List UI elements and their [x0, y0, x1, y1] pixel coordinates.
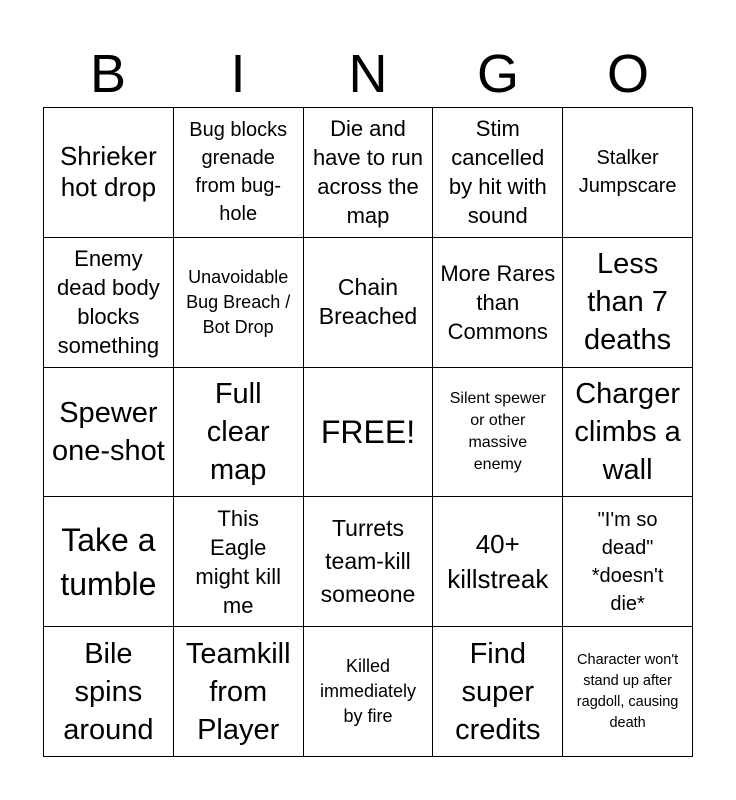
cell-text: Teamkill from Player	[185, 637, 291, 746]
bingo-cell[interactable]	[44, 238, 174, 368]
bingo-cell[interactable]	[174, 108, 304, 238]
cell-text: Stim cancelled by hit with sound	[448, 116, 547, 229]
bingo-cell[interactable]	[563, 368, 693, 498]
cell-text: Charger climbs a wall	[574, 377, 681, 486]
bingo-cell[interactable]	[433, 108, 563, 238]
header-letter-n: N	[348, 44, 388, 104]
bingo-cell[interactable]	[174, 497, 304, 627]
bingo-cell[interactable]	[563, 497, 693, 627]
bingo-cell[interactable]	[304, 497, 434, 627]
bingo-cell[interactable]	[304, 627, 434, 757]
bingo-cell[interactable]	[304, 108, 434, 238]
bingo-cell[interactable]	[174, 238, 304, 368]
cell-text: Shrieker hot drop	[59, 141, 157, 203]
cell-text: Less than 7 deaths	[584, 248, 672, 357]
free-space[interactable]	[304, 368, 434, 498]
cell-text: Stalker Jumpscare	[578, 147, 677, 198]
cell-text: Chain Breached	[318, 274, 418, 330]
bingo-cell[interactable]	[44, 108, 174, 238]
cell-text: Find super credits	[455, 637, 541, 746]
bingo-cell[interactable]	[563, 238, 693, 368]
bingo-cell[interactable]	[563, 627, 693, 757]
bingo-cell[interactable]	[563, 108, 693, 238]
bingo-cell[interactable]	[44, 497, 174, 627]
bingo-cell[interactable]	[174, 627, 304, 757]
bingo-cell[interactable]	[433, 238, 563, 368]
cell-text: Die and have to run across the map	[312, 116, 424, 229]
cell-text: This Eagle might kill me	[195, 505, 281, 618]
bingo-cell[interactable]	[44, 627, 174, 757]
bingo-cell[interactable]	[44, 368, 174, 498]
cell-text: Killed immediately by fire	[319, 656, 416, 727]
bingo-cell[interactable]	[433, 497, 563, 627]
free-space-text: FREE!	[320, 413, 416, 450]
cell-text: Silent spewer or other massive enemy	[449, 389, 546, 473]
bingo-board	[43, 107, 693, 757]
header-letter-i: I	[230, 44, 246, 104]
cell-text: Unavoidable Bug Breach / Bot Drop	[186, 266, 291, 337]
bingo-cell[interactable]	[304, 238, 434, 368]
cell-text: Turrets team-kill someone	[320, 515, 416, 608]
cell-text: Bile spins around	[63, 637, 154, 746]
cell-text: Enemy dead body blocks something	[57, 246, 160, 359]
header-letter-b: B	[89, 44, 127, 104]
bingo-header	[43, 40, 693, 108]
cell-text: 40+ killstreak	[447, 528, 549, 594]
bingo-cell[interactable]	[174, 368, 304, 498]
cell-text: Full clear map	[206, 377, 270, 486]
header-letter-g: G	[476, 44, 519, 104]
bingo-cell[interactable]	[433, 627, 563, 757]
cell-text: Character won't stand up after ragdoll, causing death	[576, 651, 679, 731]
cell-text: More Rares than Commons	[440, 260, 556, 344]
cell-text: Take a tumble	[60, 521, 157, 602]
header-letter-o: O	[606, 44, 649, 104]
cell-text: Spewer one-shot	[51, 396, 165, 467]
bingo-cell[interactable]	[433, 368, 563, 498]
cell-text: Bug blocks grenade from bug-hole	[189, 119, 288, 226]
cell-text: "I'm so dead" *doesn't die*	[591, 508, 664, 615]
